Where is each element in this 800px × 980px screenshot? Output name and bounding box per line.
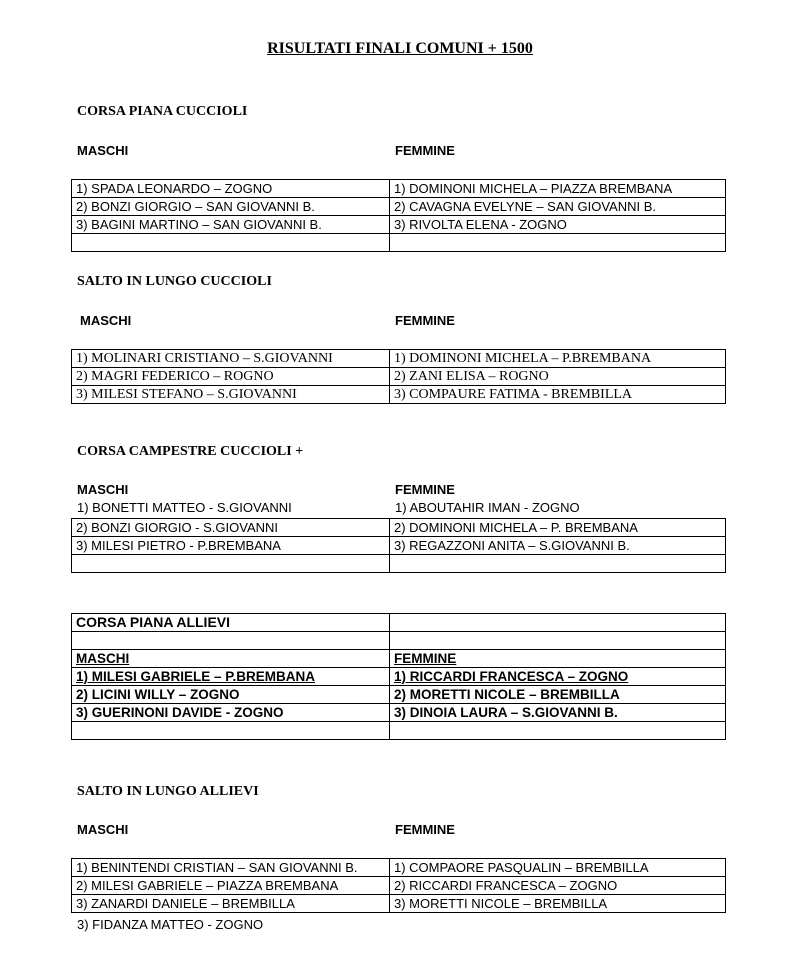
col-header-femmine: FEMMINE	[395, 822, 455, 837]
male-result: 2) MAGRI FEDERICO – ROGNO	[72, 368, 390, 386]
male-result: 3) BAGINI MARTINO – SAN GIOVANNI B.	[72, 216, 390, 234]
female-result: 1) DOMINONI MICHELA – PIAZZA BREMBANA	[390, 180, 726, 198]
male-result: 3) MILESI STEFANO – S.GIOVANNI	[72, 386, 390, 404]
table-row	[72, 877, 726, 895]
section-title-corsa-piana-cuccioli: CORSA PIANA CUCCIOLI	[77, 104, 248, 119]
col-header-maschi: MASCHI	[72, 650, 390, 668]
results-table-salto-in-lungo-allievi	[71, 858, 726, 913]
table-row	[72, 895, 726, 913]
col-header-femmine: FEMMINE	[395, 143, 455, 158]
empty-cell	[72, 632, 390, 650]
table-row	[72, 614, 726, 632]
female-result: 3) RIVOLTA ELENA - ZOGNO	[390, 216, 726, 234]
table-row	[72, 198, 726, 216]
results-table-corsa-campestre-cuccioli	[71, 518, 726, 573]
male-result: 2) BONZI GIORGIO - S.GIOVANNI	[72, 519, 390, 537]
table-row	[72, 555, 726, 573]
page-title: RISULTATI FINALI COMUNI + 1500	[267, 40, 533, 57]
table-row	[72, 350, 726, 368]
female-result: 3) DINOIA LAURA – S.GIOVANNI B.	[390, 704, 726, 722]
female-result: 1) RICCARDI FRANCESCA – ZOGNO	[390, 668, 726, 686]
results-table-corsa-piana-allievi	[71, 613, 726, 740]
table-row	[72, 632, 726, 650]
empty-cell	[390, 722, 726, 740]
empty-cell	[390, 555, 726, 573]
table-row	[72, 386, 726, 404]
empty-cell	[72, 722, 390, 740]
empty-cell	[72, 555, 390, 573]
table-row	[72, 216, 726, 234]
col-header-maschi: MASCHI	[77, 822, 129, 837]
male-result: 2) LICINI WILLY – ZOGNO	[72, 686, 390, 704]
male-result-extra: 3) FIDANZA MATTEO - ZOGNO	[77, 917, 264, 932]
female-result: 1) DOMINONI MICHELA – P.BREMBANA	[390, 350, 726, 368]
male-result: 2) MILESI GABRIELE – PIAZZA BREMBANA	[72, 877, 390, 895]
table-row	[72, 668, 726, 686]
section-title-salto-in-lungo-allievi: SALTO IN LUNGO ALLIEVI	[77, 784, 259, 799]
table-row	[72, 686, 726, 704]
female-result: 2) MORETTI NICOLE – BREMBILLA	[390, 686, 726, 704]
results-table-salto-in-lungo-cuccioli	[71, 349, 726, 404]
table-row	[72, 722, 726, 740]
empty-cell	[72, 234, 390, 252]
col-header-femmine: FEMMINE	[390, 650, 726, 668]
table-row	[72, 650, 726, 668]
table-row	[72, 859, 726, 877]
empty-cell	[390, 614, 726, 632]
table-row	[72, 537, 726, 555]
male-result: 3) ZANARDI DANIELE – BREMBILLA	[72, 895, 390, 913]
male-result: 3) MILESI PIETRO - P.BREMBANA	[72, 537, 390, 555]
col-header-femmine: FEMMINE	[395, 313, 455, 328]
male-result: 1) BENINTENDI CRISTIAN – SAN GIOVANNI B.	[72, 859, 390, 877]
section-title-salto-in-lungo-cuccioli: SALTO IN LUNGO CUCCIOLI	[77, 274, 272, 289]
col-header-maschi: MASCHI	[77, 143, 129, 158]
table-row	[72, 180, 726, 198]
female-result: 3) MORETTI NICOLE – BREMBILLA	[390, 895, 726, 913]
col-header-maschi: MASCHI	[80, 313, 132, 328]
female-result: 2) RICCARDI FRANCESCA – ZOGNO	[390, 877, 726, 895]
table-row	[72, 368, 726, 386]
male-result-first: 1) BONETTI MATTEO - S.GIOVANNI	[77, 500, 292, 515]
section-title-corsa-piana-allievi: CORSA PIANA ALLIEVI	[72, 614, 390, 632]
results-table-corsa-piana-cuccioli	[71, 179, 726, 252]
table-row	[72, 519, 726, 537]
female-result: 1) COMPAORE PASQUALIN – BREMBILLA	[390, 859, 726, 877]
table-row	[72, 704, 726, 722]
female-result: 3) COMPAURE FATIMA - BREMBILLA	[390, 386, 726, 404]
male-result: 3) GUERINONI DAVIDE - ZOGNO	[72, 704, 390, 722]
col-header-femmine: FEMMINE	[395, 482, 455, 497]
col-header-maschi: MASCHI	[77, 482, 129, 497]
female-result: 2) ZANI ELISA – ROGNO	[390, 368, 726, 386]
male-result: 1) SPADA LEONARDO – ZOGNO	[72, 180, 390, 198]
male-result: 2) BONZI GIORGIO – SAN GIOVANNI B.	[72, 198, 390, 216]
section-title-corsa-campestre-cuccioli: CORSA CAMPESTRE CUCCIOLI +	[77, 444, 304, 459]
male-result: 1) MILESI GABRIELE – P.BREMBANA	[72, 668, 390, 686]
table-row	[72, 234, 726, 252]
female-result: 2) CAVAGNA EVELYNE – SAN GIOVANNI B.	[390, 198, 726, 216]
empty-cell	[390, 632, 726, 650]
female-result: 3) REGAZZONI ANITA – S.GIOVANNI B.	[390, 537, 726, 555]
male-result: 1) MOLINARI CRISTIANO – S.GIOVANNI	[72, 350, 390, 368]
female-result: 2) DOMINONI MICHELA – P. BREMBANA	[390, 519, 726, 537]
empty-cell	[390, 234, 726, 252]
female-result-first: 1) ABOUTAHIR IMAN - ZOGNO	[395, 500, 580, 515]
